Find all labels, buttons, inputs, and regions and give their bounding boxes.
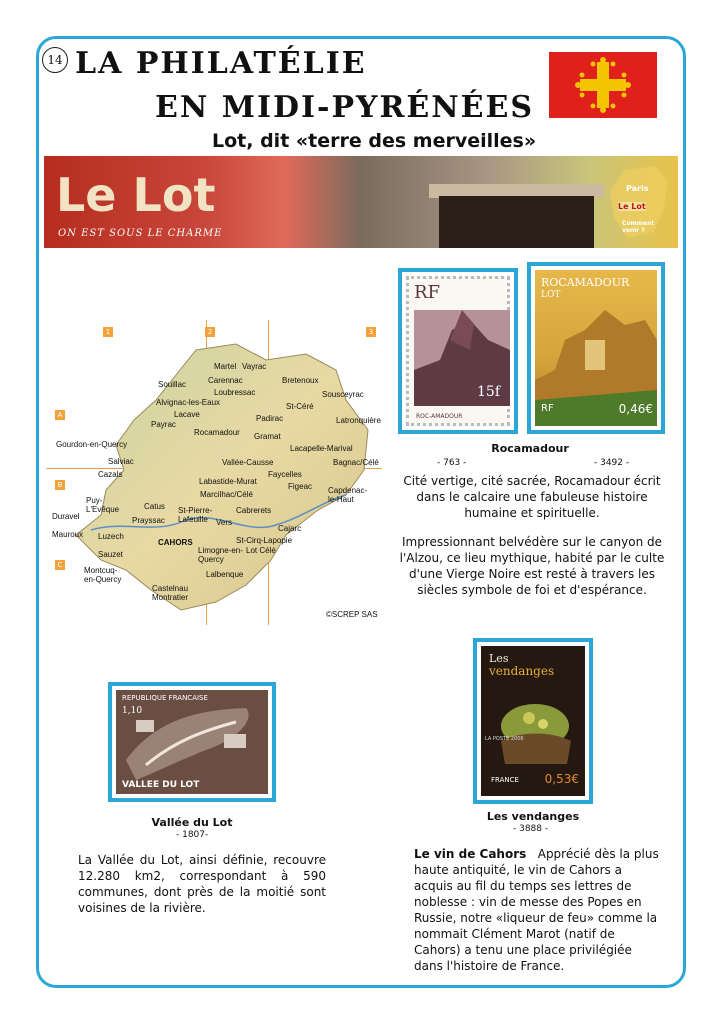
map-town: Alvignac-les-Eaux: [156, 398, 221, 407]
map-town: Duravel: [52, 512, 80, 521]
stamp-value: 15f: [477, 384, 500, 400]
map-town: Gourdon-en-Quercy: [56, 440, 128, 449]
map-grid-label: A: [55, 410, 65, 420]
stamp-title-a: Les: [489, 652, 509, 665]
mini-map-lelot: Le Lot: [618, 202, 646, 211]
map-town: Lot Célé: [246, 546, 276, 555]
map-town: Prayssac: [132, 516, 165, 525]
map-town: Bagnac/Célé: [333, 458, 379, 467]
map-copyright: ©SCREP SAS: [326, 610, 378, 619]
map-town: Payrac: [151, 420, 176, 429]
stamp-country: FRANCE: [491, 776, 519, 784]
map-grid-label: 3: [366, 327, 376, 337]
map-town: Puy-L'Evêque: [86, 496, 120, 514]
rocamadour-text-1: Cité vertige, cité sacrée, Rocamadour écrit dans le calcaire une fabuleuse histoire humaine et spirituelle.: [403, 474, 661, 520]
catalog-number-3492: - 3492 -: [594, 458, 630, 468]
map-grid-label: B: [55, 480, 65, 490]
map-grid-label: C: [55, 560, 65, 570]
map-town: St-Pierre-Lafeuille: [178, 506, 213, 524]
vendanges-text-lead: Le vin de Cahors: [414, 847, 527, 861]
stamp-label: ROC-AMADOUR: [416, 413, 463, 420]
map-town: Lacave: [174, 410, 200, 419]
map-town: Martel: [214, 362, 237, 371]
map-town: Rocamadour: [194, 428, 240, 437]
map-grid-label: 2: [205, 327, 215, 337]
mini-map-paris: Paris: [626, 184, 649, 193]
map-town: Loubressac: [214, 388, 256, 397]
vendanges-text-body: Apprécié dès la plus haute antiquité, le vin de Cahors a acquis au fil du temps ses lettres de noblesse : vin de messe des Popes en Russie, notre «liqueur de feu» comme la nommait Clément Marot (natif de Cahors) a tenu une place privilégiée dans l'histoire de France.: [414, 847, 659, 973]
rocamadour-text-2: Impressionnant belvédère sur le canyon de l'Alzou, ce lieu mythique, habité par le culte d'une Vierge Noire est resté à travers les siècles symbole de foi et d'espérance.: [399, 535, 665, 597]
lot-map: [46, 320, 382, 625]
page-number: 14: [42, 47, 68, 73]
stamp-side: LA POSTE 2006: [485, 736, 524, 742]
map-town: Limogne-en-Quercy: [198, 546, 243, 564]
stamp-title-b: vendanges: [489, 664, 555, 678]
stamp-subtitle: LOT: [541, 290, 561, 300]
map-town: Vayrac: [242, 362, 267, 371]
map-town: Gramat: [254, 432, 281, 441]
page-subtitle: Lot, dit «terre des merveilles»: [212, 130, 537, 152]
stamp-rocamadour-763: [398, 268, 518, 434]
catalog-number-763: - 763 -: [437, 458, 467, 468]
map-town: Luzech: [98, 532, 124, 541]
map-town: Cajarc: [278, 524, 302, 533]
occitan-flag-icon: [549, 52, 657, 118]
stamp-country: REPUBLIQUE FRANCAISE: [122, 694, 208, 702]
map-grid-label: 1: [103, 327, 113, 337]
map-town: Cazals: [98, 470, 123, 479]
le-lot-banner: [44, 156, 678, 248]
map-town: Salviac: [108, 457, 134, 466]
map-town: Sousceyrac: [322, 390, 364, 399]
map-town: Capdenac-le-Haut: [328, 486, 368, 504]
map-town: Cabrerets: [236, 506, 272, 515]
map-town: Figeac: [288, 482, 313, 491]
stamp-rocamadour-3492: [527, 262, 665, 434]
map-town: Faycelles: [268, 470, 302, 479]
caption-vallee-du-lot: Vallée du Lot: [151, 816, 233, 829]
stamp-value: 0,46€: [618, 402, 653, 416]
map-town: St-Céré: [286, 402, 314, 411]
map-town: Vallée-Causse: [222, 458, 274, 467]
page-title-line2: EN MIDI-PYRÉNÉES: [155, 90, 535, 125]
map-town: Lacapelle-Marival: [290, 444, 353, 453]
map-town: Montcuq-en-Quercy: [84, 566, 122, 584]
stamp-les-vendanges-3888: [473, 638, 593, 804]
france-mini-map: [604, 162, 674, 244]
caption-rocamadour: Rocamadour: [491, 442, 569, 455]
map-town: St-Cirq-Lapopie: [236, 536, 293, 545]
banner-tagline: ON EST SOUS LE CHARME: [58, 228, 223, 239]
map-town: Souillac: [158, 380, 187, 389]
map-town: Marcilhac/Célé: [200, 490, 253, 499]
mini-map-comment: Comment venir ?: [622, 220, 655, 234]
stamp-rf: RF: [541, 403, 554, 414]
map-town: Mauroux: [52, 530, 84, 539]
stamp-monogram: RF: [414, 282, 441, 303]
vallee-text: La Vallée du Lot, ainsi définie, recouvre 12.280 km2, correspondant à 590 communes, dont près de la moitié sont voisines de la rivière.: [78, 853, 326, 915]
map-town: Carennac: [208, 376, 243, 385]
map-town: Padirac: [256, 414, 284, 423]
map-town: Catus: [144, 502, 165, 511]
map-town: Sauzet: [98, 550, 123, 559]
stamp-title: ROCAMADOUR: [541, 276, 630, 289]
map-town: Labastide-Murat: [199, 477, 257, 486]
catalog-number-3888: - 3888 -: [513, 824, 549, 834]
vendanges-text: [414, 846, 660, 974]
stamp-value: 0,53€: [544, 772, 579, 786]
stone-doorway: [439, 196, 594, 248]
map-town: Castelnau Montratier: [152, 584, 189, 602]
map-town: Latronquière: [336, 416, 381, 425]
stamp-vallee-du-lot-1807: [108, 682, 276, 802]
map-town: Lalbenque: [206, 570, 244, 579]
stamp-value: 1,10: [122, 706, 143, 716]
banner-heading: Le Lot: [56, 168, 216, 222]
catalog-number-1807: - 1807-: [176, 830, 209, 840]
stamp-label: VALLEE DU LOT: [122, 780, 200, 790]
caption-les-vendanges: Les vendanges: [486, 810, 580, 823]
map-town: Bretenoux: [282, 376, 319, 385]
map-town: Vers: [216, 518, 233, 527]
page-title-line1: LA PHILATÉLIE: [75, 46, 367, 81]
map-town: CAHORS: [158, 538, 193, 547]
